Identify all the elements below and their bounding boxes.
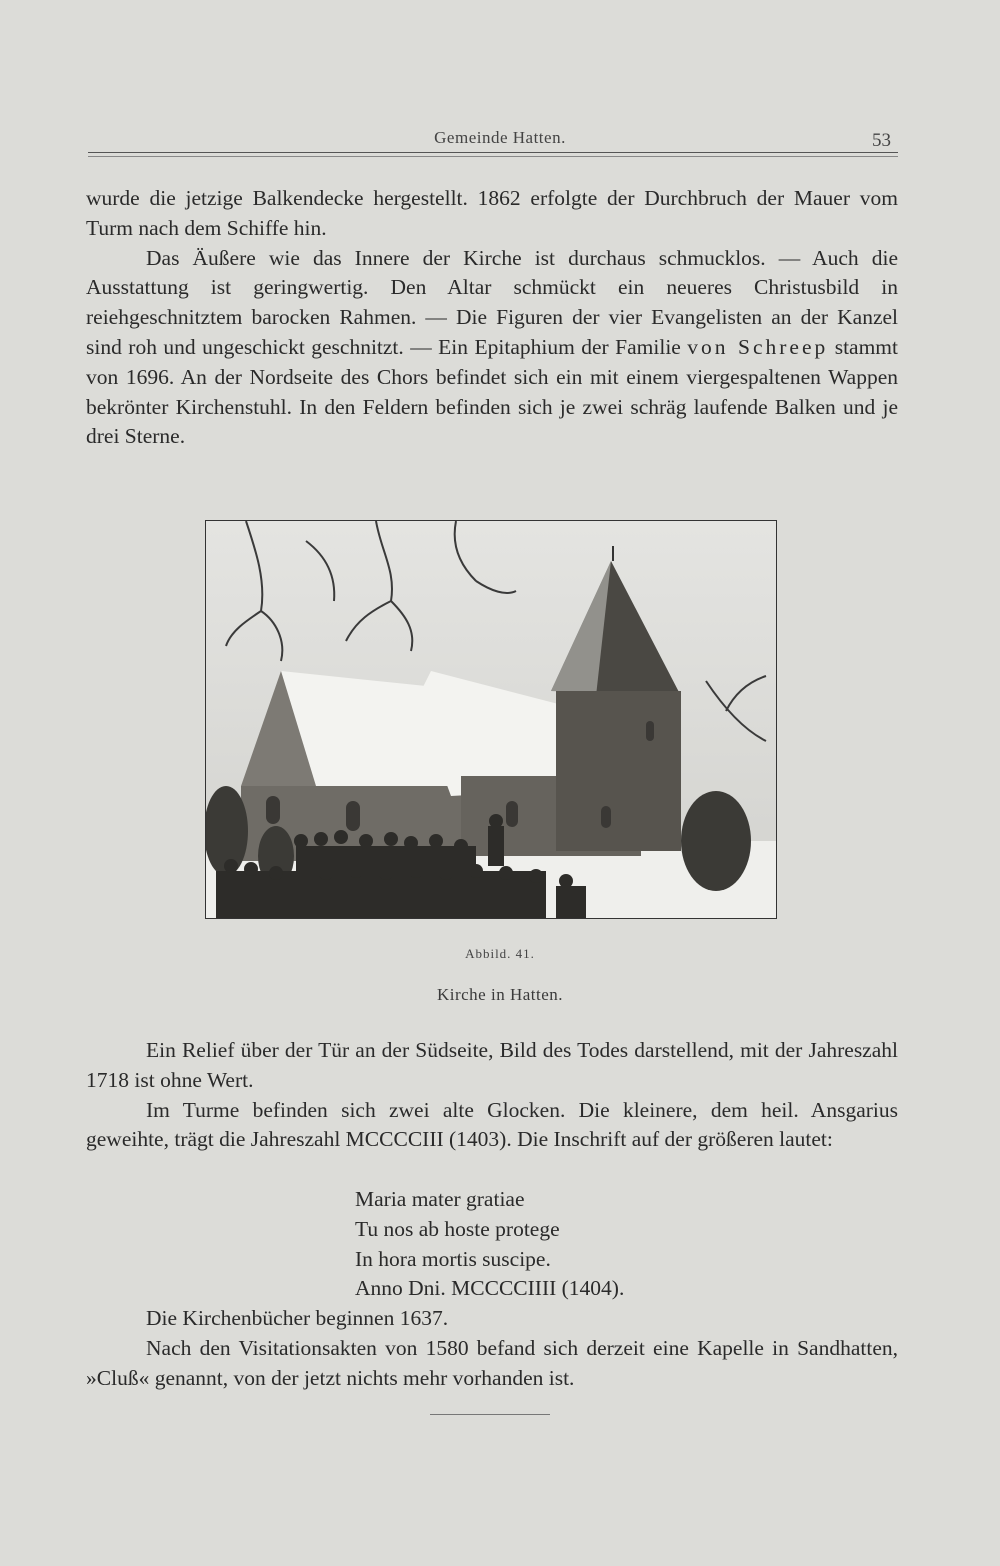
page-number: 53 xyxy=(872,130,891,151)
text-block-middle xyxy=(86,1036,898,1155)
paragraph-interior-part1: Das Äußere wie das Innere der Kirche ist durchaus schmucklos. — Auch die Ausstattung ist geringwertig. Den Altar schmückt ein neueres Christusbild in reiehgeschnitztem barocken Rahmen. — Die Figuren der vier Evangelisten an der Kanzel sind roh und ungeschickt geschnitzt. — Ein Epitaphium der Familie xyxy=(86,245,898,359)
church-illustration xyxy=(206,521,776,918)
text-block-bottom xyxy=(86,1304,898,1393)
paragraph-bells: Im Turme befinden sich zwei alte Glocken. Die kleinere, dem heil. Ansgarius geweihte, trägt die Jahreszahl MCCCCIII (1403). Die Inschrift auf der größeren lautet: xyxy=(86,1097,898,1152)
paragraph-ceiling: wurde die jetzige Balkendecke hergestellt. 1862 erfolgte der Durchbruch der Mauer vom Turm nach dem Schiffe hin. xyxy=(86,186,898,240)
text-block-top xyxy=(86,184,898,452)
inscription-line: Anno Dni. MCCCCIIII (1404). xyxy=(355,1276,625,1301)
paragraph-chapel: Nach den Visitationsakten von 1580 befand sich derzeit eine Kapelle in Sandhatten, »Cluß« genannt, von der jetzt nichts mehr vorhanden ist. xyxy=(86,1335,898,1390)
paragraph-interior xyxy=(86,244,898,453)
end-rule xyxy=(430,1414,550,1415)
inscription-line: Maria mater gratiae xyxy=(355,1187,525,1211)
paragraph-interior-part2: stammt von 1696. An der Nordseite des Chors befindet sich ein mit einem viergespaltenen Wappen bekrönter Kirchenstuhl. In den Feldern befinden sich je zwei schräg laufende Balken und je drei Sterne. xyxy=(86,334,899,449)
paragraph-church-books: Die Kirchenbücher beginnen 1637. xyxy=(146,1306,449,1330)
paragraph-relief: Ein Relief über der Tür an der Südseite, Bild des Todes darstellend, mit der Jahreszahl 1718 ist ohne Wert. xyxy=(86,1038,898,1092)
running-header: Gemeinde Hatten. xyxy=(434,128,566,147)
inscription-line: Tu nos ab hoste protege xyxy=(355,1216,560,1241)
figure-caption: Kirche in Hatten. xyxy=(436,985,564,1004)
tower-body xyxy=(556,691,681,851)
church-photograph xyxy=(205,520,777,919)
figure-label: Abbild. 41. xyxy=(465,946,535,961)
inscription-line: In hora mortis suscipe. xyxy=(355,1246,551,1271)
header-rule xyxy=(88,152,898,153)
family-name-spaced: von Schreep xyxy=(687,334,829,359)
bell-inscription xyxy=(355,1185,624,1304)
header-rule-secondary xyxy=(88,156,898,157)
